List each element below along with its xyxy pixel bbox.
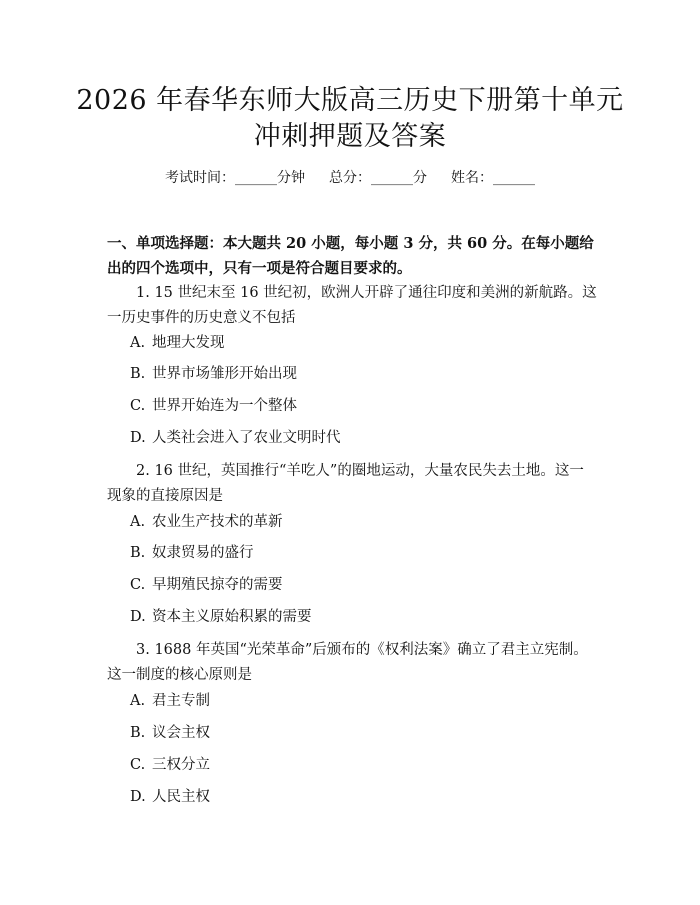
question-1-option-a [130, 333, 225, 353]
exam-time-field: 考试时间：______分钟 [165, 170, 305, 186]
question-2-option-c [130, 575, 283, 595]
question-2-option-a [130, 512, 283, 532]
question-3-option-c [130, 755, 210, 775]
option-text: 人民主权 [152, 789, 210, 805]
question-3-text: 3. 1688 年英国“光荣革命”后颁布的《权利法案》确立了君主立宪制。这一制度的核心原则是 [107, 642, 588, 683]
option-letter: C. [130, 757, 146, 773]
student-name-field: 姓名：______ [451, 170, 535, 186]
section-heading-single-choice: 一、单项选择题：本大题共 20 小题，每小题 3 分，共 60 分。在每小题给出的四个选项中，只有一项是符合题目要求的。 [107, 235, 594, 277]
option-text: 农业生产技术的革新 [152, 514, 283, 530]
question-3-option-d [130, 787, 210, 807]
option-text: 议会主权 [152, 725, 210, 741]
total-score-field: 总分：______分 [329, 170, 427, 186]
document-title-line-2: 冲刺押题及答案 [253, 121, 447, 152]
option-letter: B. [130, 545, 146, 561]
option-text: 早期殖民掠夺的需要 [152, 577, 283, 593]
option-text: 君主专制 [152, 693, 210, 709]
option-text: 三权分立 [152, 757, 210, 773]
question-1-option-d [130, 428, 341, 448]
question-1-text: 1. 15 世纪末至 16 世纪初，欧洲人开辟了通往印度和美洲的新航路。这一历史事件的历史意义不包括 [107, 285, 597, 326]
question-1-option-c [130, 396, 297, 416]
option-letter: A. [130, 693, 146, 709]
option-letter: D. [130, 430, 146, 446]
question-3-option-a [130, 691, 210, 711]
option-letter: C. [130, 398, 146, 414]
option-letter: D. [130, 789, 146, 805]
option-text: 世界市场雏形开始出现 [152, 366, 297, 382]
question-1-option-b [130, 364, 297, 384]
option-text: 世界开始连为一个整体 [152, 398, 297, 414]
option-text: 奴隶贸易的盛行 [152, 545, 254, 561]
question-3-option-b [130, 723, 210, 743]
document-title-line-1: 2026 年春华东师大版高三历史下册第十单元 [76, 85, 624, 116]
option-text: 资本主义原始积累的需要 [152, 609, 312, 625]
option-letter: B. [130, 725, 146, 741]
question-2-text: 2. 16 世纪，英国推行“羊吃人”的圈地运动，大量农民失去土地。这一现象的直接原因是 [107, 463, 584, 504]
option-text: 地理大发现 [152, 335, 225, 351]
option-letter: A. [130, 335, 146, 351]
option-text: 人类社会进入了农业文明时代 [152, 430, 341, 446]
question-2-option-d [130, 607, 312, 627]
option-letter: B. [130, 366, 146, 382]
question-2-option-b [130, 543, 254, 563]
exam-info-line [0, 168, 700, 188]
option-letter: D. [130, 609, 146, 625]
option-letter: C. [130, 577, 146, 593]
option-letter: A. [130, 514, 146, 530]
